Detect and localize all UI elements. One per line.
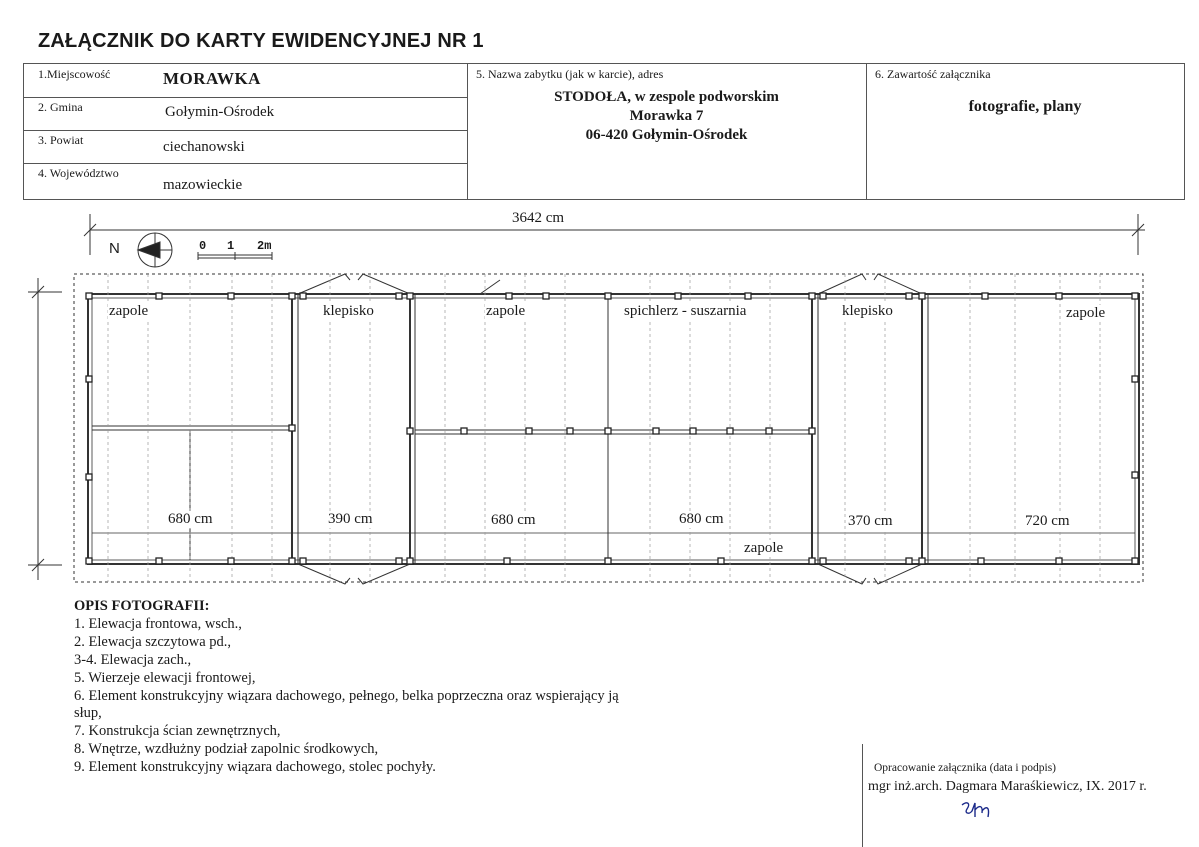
- gmina-value: Gołymin-Ośrodek: [165, 104, 275, 120]
- overall-dimension: 3642 cm: [512, 210, 565, 226]
- header-form: [23, 63, 1185, 200]
- photo-item: 6. Element konstrukcyjny wiązara dachowego, pełnego, belka poprzeczna oraz wspierający ją: [74, 687, 619, 704]
- floor-plan: [0, 200, 1199, 600]
- dimension-label: 680 cm: [168, 511, 213, 527]
- north-label: N: [109, 240, 120, 257]
- room-label: zapole: [486, 303, 526, 319]
- wojewodztwo-label: 4. Województwo: [38, 166, 119, 180]
- zawartosc-label: 6. Zawartość załącznika: [875, 67, 991, 81]
- dimension-label: 370 cm: [848, 513, 893, 529]
- room-label: spichlerz - suszarnia: [624, 303, 747, 319]
- photo-description: [74, 598, 619, 777]
- photo-item: 7. Konstrukcja ścian zewnętrznych,: [74, 723, 281, 740]
- room-label: zapole: [744, 540, 784, 556]
- scale-label-0: 0: [199, 239, 207, 253]
- photo-item: 8. Wnętrze, wzdłużny podział zapolnic środkowych,: [74, 741, 379, 758]
- room-label: zapole: [109, 303, 149, 319]
- powiat-label: 3. Powiat: [38, 133, 84, 147]
- photo-item: 1. Elewacja frontowa, wsch.,: [74, 615, 242, 632]
- photo-description-heading: OPIS FOTOGRAFII:: [74, 598, 210, 614]
- photo-item: 2. Elewacja szczytowa pd.,: [74, 633, 232, 650]
- floor-plan-drawing: [0, 200, 1199, 600]
- zawartosc-value: fotografie, plany: [968, 98, 1082, 115]
- miejscowosc-value: MORAWKA: [163, 69, 261, 88]
- handwritten-signature: [957, 797, 1017, 827]
- room-label: zapole: [1066, 305, 1106, 321]
- scale-label-2m: 2m: [257, 239, 272, 253]
- photo-item: słup,: [74, 705, 102, 722]
- dimension-label: 680 cm: [679, 511, 724, 527]
- nazwa-line-3: 06-420 Gołymin-Ośrodek: [585, 127, 748, 143]
- scale-label-1: 1: [227, 239, 235, 253]
- nazwa-line-2: Morawka 7: [629, 108, 704, 124]
- photo-item: 5. Wierzeje elewacji frontowej,: [74, 669, 256, 686]
- dimension-label: 680 cm: [491, 512, 536, 528]
- miejscowosc-label: 1.Miejscowość: [38, 67, 111, 81]
- dimension-label: 720 cm: [1025, 513, 1070, 529]
- signature-label: Opracowanie załącznika (data i podpis): [874, 762, 1056, 774]
- room-label: klepisko: [842, 303, 893, 319]
- gmina-label: 2. Gmina: [38, 100, 83, 114]
- document-title: ZAŁĄCZNIK DO KARTY EWIDENCYJNEJ NR 1: [38, 30, 484, 52]
- author-name: mgr inż.arch. Dagmara Maraśkiewicz, IX. 2017 r.: [868, 779, 1147, 794]
- wojewodztwo-value: mazowieckie: [163, 177, 243, 193]
- nazwa-label: 5. Nazwa zabytku (jak w karcie), adres: [476, 67, 664, 81]
- dimension-label: 390 cm: [328, 511, 373, 527]
- photo-item: 9. Element konstrukcyjny wiązara dachowego, stolec pochyły.: [74, 759, 436, 776]
- photo-item: 3-4. Elewacja zach.,: [74, 651, 192, 668]
- powiat-value: ciechanowski: [163, 139, 245, 155]
- room-label: klepisko: [323, 303, 374, 319]
- signature-box: [862, 744, 1182, 847]
- nazwa-line-1: STODOŁA, w zespole podworskim: [554, 89, 779, 105]
